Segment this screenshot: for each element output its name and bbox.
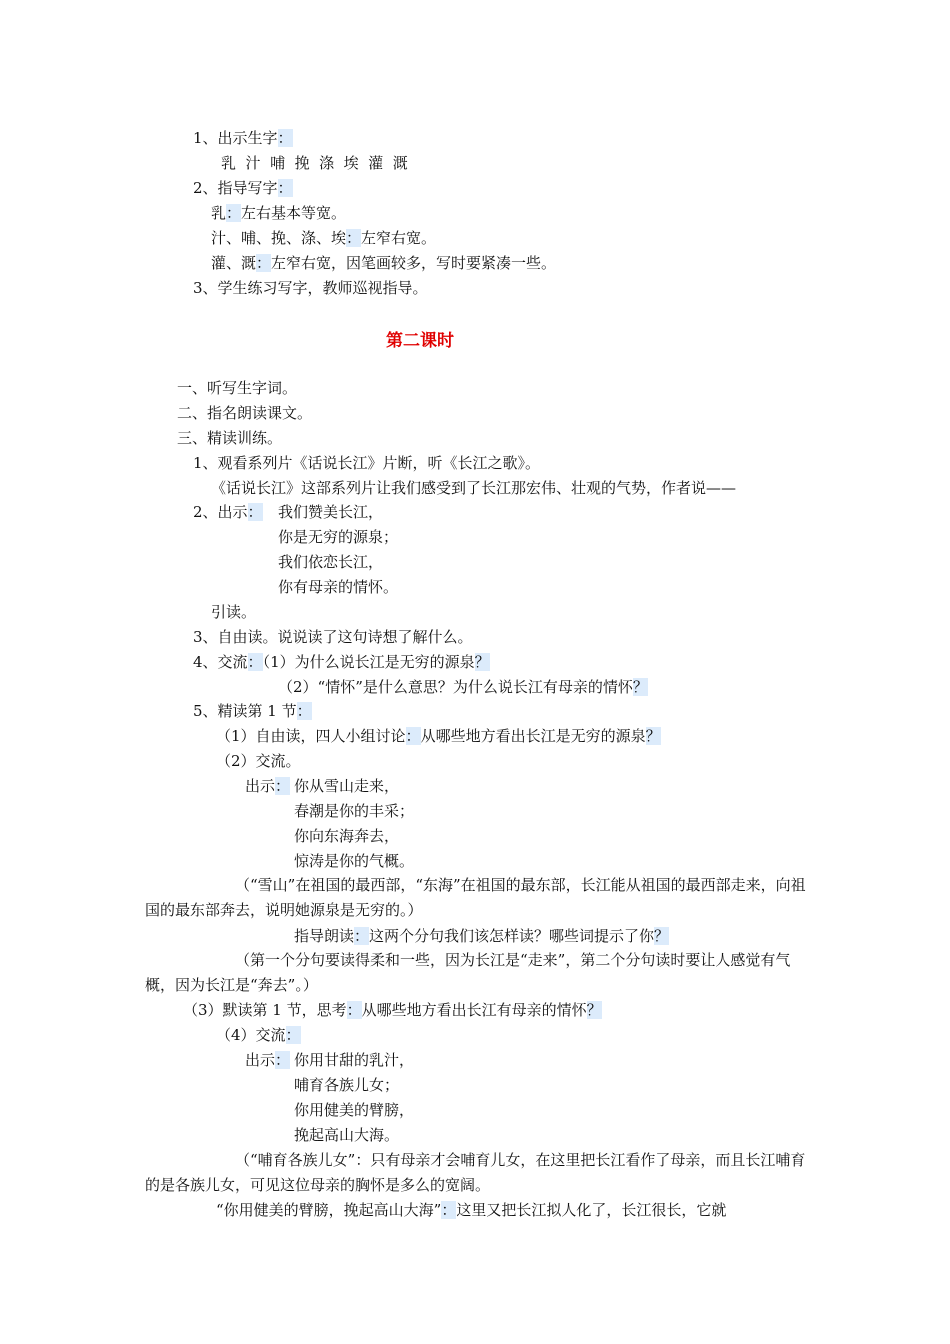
colon-mark: ： (405, 727, 421, 745)
guide-text: 左右基本等宽。 (241, 204, 347, 222)
quote-text: “你用健美的臂膀，挽起高山大海” (216, 1201, 442, 1219)
guide-line-1 (211, 203, 346, 223)
show-2 (245, 776, 290, 796)
guide-question: 这两个分句我们该怎样读？哪些词提示了你 (369, 927, 655, 945)
step-1 (193, 128, 293, 148)
explanation-text: 这里又把长江拟人化了，长江很长，它就 (456, 1201, 727, 1219)
lesson-title: 第二课时 (386, 331, 454, 351)
guide-label: 指导朗读 (294, 927, 355, 945)
step-2-label: 2、指导写字 (193, 179, 278, 197)
explanation-2: （第一个分句要读得柔和一些，因为长江是“走来”，第二个分句读时要让人感觉有气概，因为长江是“奔去”。） (145, 951, 791, 994)
poem1-line: 我们依恋长江， (278, 553, 384, 571)
sub-4-text: （4）交流 (216, 1026, 286, 1044)
question-1: （1）为什么说长江是无穷的源泉 (262, 653, 475, 671)
task-1-note: 《话说长江》这部系列片让我们感受到了长江那宏伟、壮观的气势，作者说—— (211, 479, 737, 497)
poem2-line: 惊涛是你的气概。 (294, 852, 415, 870)
task-1: 1、观看系列片《话说长江》片断，听《长江之歌》。 (193, 454, 541, 472)
question-mark: ？ (474, 653, 490, 671)
question-2 (278, 677, 648, 697)
task-2 (193, 502, 263, 522)
guide-text: 左窄右宽，因笔画较多，写时要紧凑一些。 (271, 254, 557, 272)
step-3: 3、学生练习写字，教师巡视指导。 (193, 279, 428, 297)
poem2-line: 你向东海奔去， (294, 827, 400, 845)
question-mark: ？ (586, 1001, 602, 1019)
explanation-4 (216, 1200, 726, 1220)
explanation-1: （“雪山”在祖国的最西部，“东海”在祖国的最东部，长江能从祖国的最西部走来，向祖国的最东部奔去，说明她源泉是无穷的。） (145, 876, 806, 919)
explanation-3: （“哺育各族儿女”：只有母亲才会哺育儿女，在这里把长江看作了母亲，而且长江哺育的是各族儿女，可见这位母亲的胸怀是多么的宽阔。 (145, 1151, 806, 1194)
colon-mark: ： (275, 1051, 291, 1069)
colon-mark: ： (247, 503, 263, 521)
colon-mark: ： (296, 702, 312, 720)
sub-2: （2）交流。 (216, 752, 301, 770)
guide-chars: 汁、哺、挽、涤、埃 (211, 229, 347, 247)
poem1-line: 你是无穷的源泉； (278, 528, 399, 546)
task-4-label: 4、交流 (193, 653, 248, 671)
guide-text: 左窄右宽。 (361, 229, 437, 247)
sub-3-text: （3）默读第 1 节，思考 (183, 1001, 347, 1019)
question-mark: ？ (645, 727, 661, 745)
show-label: 出示 (245, 1051, 276, 1069)
colon-mark: ： (277, 179, 293, 197)
reading-guide (294, 926, 669, 946)
question-mark: ？ (632, 678, 648, 696)
poem3-line: 哺育各族儿女； (294, 1076, 400, 1094)
colon-mark: ： (354, 927, 370, 945)
colon-mark: ： (441, 1201, 457, 1219)
new-characters: 乳 汁 哺 挽 涤 埃 灌 溉 (221, 154, 408, 172)
item-2: 二、指名朗读课文。 (177, 404, 313, 422)
guide-chars: 灌、溉 (211, 254, 257, 272)
poem1-line: 我们赞美长江， (278, 503, 384, 521)
colon-mark: ： (275, 777, 291, 795)
colon-mark: ： (346, 229, 362, 247)
colon-mark: ： (277, 129, 293, 147)
poem1-line: 你有母亲的情怀。 (278, 578, 399, 596)
colon-mark: ： (285, 1026, 301, 1044)
sub-1-text: （1）自由读，四人小组讨论 (216, 727, 406, 745)
question-2-text: （2）“情怀”是什么意思？为什么说长江有母亲的情怀 (278, 678, 633, 696)
step-2 (193, 178, 293, 198)
task-4 (193, 652, 490, 672)
guide-line-3 (211, 253, 556, 273)
poem2-line: 你从雪山走来， (294, 777, 400, 795)
sub-1 (216, 726, 661, 746)
poem3-line: 挽起高山大海。 (294, 1126, 400, 1144)
item-3: 三、精读训练。 (177, 429, 283, 447)
colon-mark: ： (256, 254, 272, 272)
poem3-line: 你用健美的臂膀， (294, 1101, 415, 1119)
show-label: 出示 (245, 777, 276, 795)
show-3 (245, 1050, 290, 1070)
guide-chars: 乳 (211, 204, 227, 222)
step-1-label: 1、出示生字 (193, 129, 278, 147)
colon-mark: ： (346, 1001, 362, 1019)
sub-1-question: 从哪些地方看出长江是无穷的源泉 (420, 727, 646, 745)
task-5 (193, 701, 312, 721)
colon-mark: ： (226, 204, 242, 222)
lead-reading: 引读。 (211, 603, 257, 621)
sub-3-question: 从哪些地方看出长江有母亲的情怀 (361, 1001, 587, 1019)
guide-line-2 (211, 228, 436, 248)
task-5-label: 5、精读第 1 节 (193, 702, 297, 720)
question-mark: ？ (654, 927, 670, 945)
poem2-line: 春潮是你的丰采； (294, 802, 415, 820)
task-2-label: 2、出示 (193, 503, 248, 521)
poem3-line: 你用甘甜的乳汁， (294, 1051, 415, 1069)
sub-4 (216, 1025, 301, 1045)
task-3: 3、自由读。说说读了这句诗想了解什么。 (193, 628, 473, 646)
colon-mark: ： (247, 653, 263, 671)
item-1: 一、听写生字词。 (177, 379, 298, 397)
sub-3 (183, 1000, 602, 1020)
